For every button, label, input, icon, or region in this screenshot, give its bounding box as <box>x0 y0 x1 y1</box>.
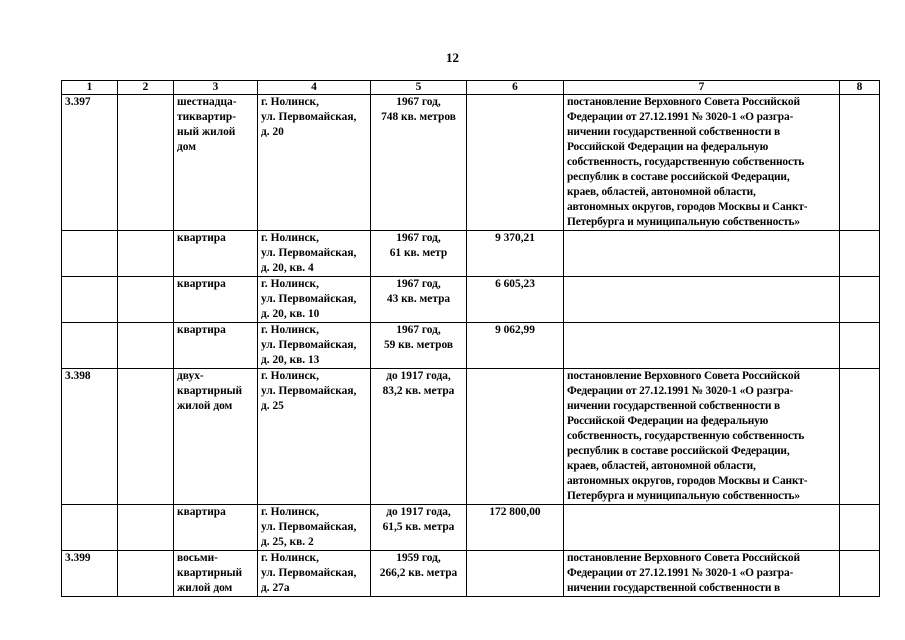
column-8-cell <box>840 231 880 277</box>
legal-basis-line: ничении государственной собственности в <box>567 126 780 138</box>
column-2-cell <box>118 231 174 277</box>
object-address <box>258 277 371 323</box>
column-2-cell <box>118 505 174 551</box>
legal-basis-line: ничении государственной собственности в <box>567 582 780 594</box>
legal-basis <box>564 231 840 277</box>
object-type <box>174 369 258 505</box>
legal-basis <box>564 277 840 323</box>
object-type-line: квартира <box>177 278 226 290</box>
object-address-line: ул. Первомайская, <box>261 247 357 259</box>
object-address <box>258 505 371 551</box>
object-address-line: г. Нолинск, <box>261 552 319 564</box>
object-address <box>258 95 371 231</box>
legal-basis-line: Петербурга и муниципальную собственность» <box>567 490 800 502</box>
object-type-line: ный жилой <box>177 126 236 138</box>
object-type <box>174 551 258 597</box>
item-number: 3.399 <box>62 551 118 597</box>
legal-basis-line: Петербурга и муниципальную собственность» <box>567 216 800 228</box>
year-and-area-line: 1959 год, <box>396 552 441 564</box>
column-header: 4 <box>258 81 371 95</box>
table-row <box>62 231 880 277</box>
table-row <box>62 551 880 597</box>
year-and-area-line: 748 кв. метров <box>381 111 456 123</box>
column-header: 6 <box>467 81 564 95</box>
page-number: 12 <box>446 50 459 65</box>
book-value <box>467 369 564 505</box>
legal-basis-line: собственность, государственную собственность <box>567 156 805 168</box>
book-value: 9 062,99 <box>467 323 564 369</box>
object-type-line: квартирный <box>177 567 243 579</box>
year-and-area <box>371 231 467 277</box>
column-header: 5 <box>371 81 467 95</box>
legal-basis-line: Федерации от 27.12.1991 № 3020-1 «О разгра- <box>567 567 794 579</box>
year-and-area-line: 1967 год, <box>396 324 441 336</box>
object-address <box>258 551 371 597</box>
object-address-line: ул. Первомайская, <box>261 567 357 579</box>
object-address-line: д. 25 <box>261 400 284 412</box>
column-2-cell <box>118 369 174 505</box>
legal-basis-line: автономных округов, городов Москвы и Санкт- <box>567 475 808 487</box>
column-header: 1 <box>62 81 118 95</box>
legal-basis <box>564 505 840 551</box>
column-8-cell <box>840 95 880 231</box>
legal-basis-line: собственность, государственную собственность <box>567 430 805 442</box>
column-8-cell <box>840 369 880 505</box>
object-address <box>258 369 371 505</box>
column-header: 2 <box>118 81 174 95</box>
legal-basis-line: Федерации от 27.12.1991 № 3020-1 «О разгра- <box>567 111 794 123</box>
item-number <box>62 277 118 323</box>
legal-basis-line: ничении государственной собственности в <box>567 400 780 412</box>
legal-basis <box>564 323 840 369</box>
year-and-area-line: 61 кв. метр <box>389 247 448 259</box>
object-address-line: д. 20, кв. 13 <box>261 354 320 366</box>
object-address-line: ул. Первомайская, <box>261 385 357 397</box>
object-type-line: тиквартир- <box>177 111 237 123</box>
year-and-area <box>371 505 467 551</box>
object-type <box>174 323 258 369</box>
legal-basis-line: Российской Федерации на федеральную <box>567 141 769 153</box>
legal-basis <box>564 95 840 231</box>
year-and-area-line: 1967 год, <box>396 232 441 244</box>
column-2-cell <box>118 551 174 597</box>
object-type-line: жилой дом <box>177 400 233 412</box>
legal-basis-line: постановление Верховного Совета Российской <box>567 96 800 108</box>
object-type-line: двух- <box>177 370 204 382</box>
year-and-area-line: до 1917 года, <box>386 370 451 382</box>
year-and-area-line: 83,2 кв. метра <box>382 385 455 397</box>
object-type <box>174 277 258 323</box>
legal-basis-line: краев, областей, автономной области, <box>567 460 756 472</box>
object-address-line: д. 20 <box>261 126 284 138</box>
year-and-area-line: 266,2 кв. метра <box>379 567 458 579</box>
column-2-cell <box>118 95 174 231</box>
object-type-line: шестнадца- <box>177 96 237 108</box>
column-header: 7 <box>564 81 840 95</box>
column-8-cell <box>840 277 880 323</box>
year-and-area-line: 59 кв. метров <box>383 339 454 351</box>
table-row <box>62 323 880 369</box>
year-and-area-line: 1967 год, <box>396 278 441 290</box>
legal-basis-line: республик в составе российской Федерации, <box>567 445 790 457</box>
object-type-line: квартира <box>177 324 226 336</box>
object-type-line: восьми- <box>177 552 218 564</box>
book-value: 9 370,21 <box>467 231 564 277</box>
object-address-line: ул. Первомайская, <box>261 339 357 351</box>
year-and-area-line: 61,5 кв. метра <box>382 521 455 533</box>
item-number <box>62 505 118 551</box>
object-address-line: д. 27а <box>261 582 290 594</box>
year-and-area-line: 1967 год, <box>396 96 441 108</box>
year-and-area <box>371 323 467 369</box>
item-number <box>62 323 118 369</box>
column-8-cell <box>840 323 880 369</box>
book-value <box>467 95 564 231</box>
item-number <box>62 231 118 277</box>
object-address-line: г. Нолинск, <box>261 232 319 244</box>
year-and-area-line: до 1917 года, <box>386 506 451 518</box>
object-address <box>258 323 371 369</box>
year-and-area <box>371 369 467 505</box>
object-address-line: ул. Первомайская, <box>261 521 357 533</box>
legal-basis-line: автономных округов, городов Москвы и Санкт- <box>567 201 808 213</box>
object-address <box>258 231 371 277</box>
table-row <box>62 369 880 505</box>
column-2-cell <box>118 277 174 323</box>
object-address-line: ул. Первомайская, <box>261 111 357 123</box>
legal-basis <box>564 551 840 597</box>
legal-basis-line: постановление Верховного Совета Российской <box>567 370 800 382</box>
object-type-line: квартира <box>177 232 226 244</box>
object-address-line: г. Нолинск, <box>261 506 319 518</box>
legal-basis <box>564 369 840 505</box>
table-header-row <box>62 81 880 95</box>
column-2-cell <box>118 323 174 369</box>
column-header: 3 <box>174 81 258 95</box>
column-8-cell <box>840 551 880 597</box>
legal-basis-line: постановление Верховного Совета Российской <box>567 552 800 564</box>
year-and-area <box>371 551 467 597</box>
column-header: 8 <box>840 81 880 95</box>
item-number: 3.397 <box>62 95 118 231</box>
legal-basis-line: республик в составе российской Федерации, <box>567 171 790 183</box>
book-value: 6 605,23 <box>467 277 564 323</box>
object-address-line: г. Нолинск, <box>261 278 319 290</box>
legal-basis-line: Федерации от 27.12.1991 № 3020-1 «О разгра- <box>567 385 794 397</box>
object-address-line: д. 20, кв. 4 <box>261 262 314 274</box>
object-address-line: д. 20, кв. 10 <box>261 308 320 320</box>
year-and-area-line: 43 кв. метра <box>386 293 451 305</box>
object-type-line: квартирный <box>177 385 243 397</box>
object-address-line: ул. Первомайская, <box>261 293 357 305</box>
legal-basis-line: Российской Федерации на федеральную <box>567 415 769 427</box>
object-address-line: г. Нолинск, <box>261 370 319 382</box>
object-type-line: квартира <box>177 506 226 518</box>
book-value: 172 800,00 <box>467 505 564 551</box>
book-value <box>467 551 564 597</box>
table-row <box>62 277 880 323</box>
object-type <box>174 95 258 231</box>
property-table <box>61 80 880 597</box>
year-and-area <box>371 277 467 323</box>
year-and-area <box>371 95 467 231</box>
legal-basis-line: краев, областей, автономной области, <box>567 186 756 198</box>
column-8-cell <box>840 505 880 551</box>
object-type <box>174 505 258 551</box>
table-body <box>62 95 880 597</box>
object-type <box>174 231 258 277</box>
table-row <box>62 505 880 551</box>
table-row <box>62 95 880 231</box>
object-type-line: дом <box>177 141 196 153</box>
object-address-line: г. Нолинск, <box>261 96 319 108</box>
item-number: 3.398 <box>62 369 118 505</box>
object-address-line: д. 25, кв. 2 <box>261 536 314 548</box>
object-address-line: г. Нолинск, <box>261 324 319 336</box>
object-type-line: жилой дом <box>177 582 233 594</box>
